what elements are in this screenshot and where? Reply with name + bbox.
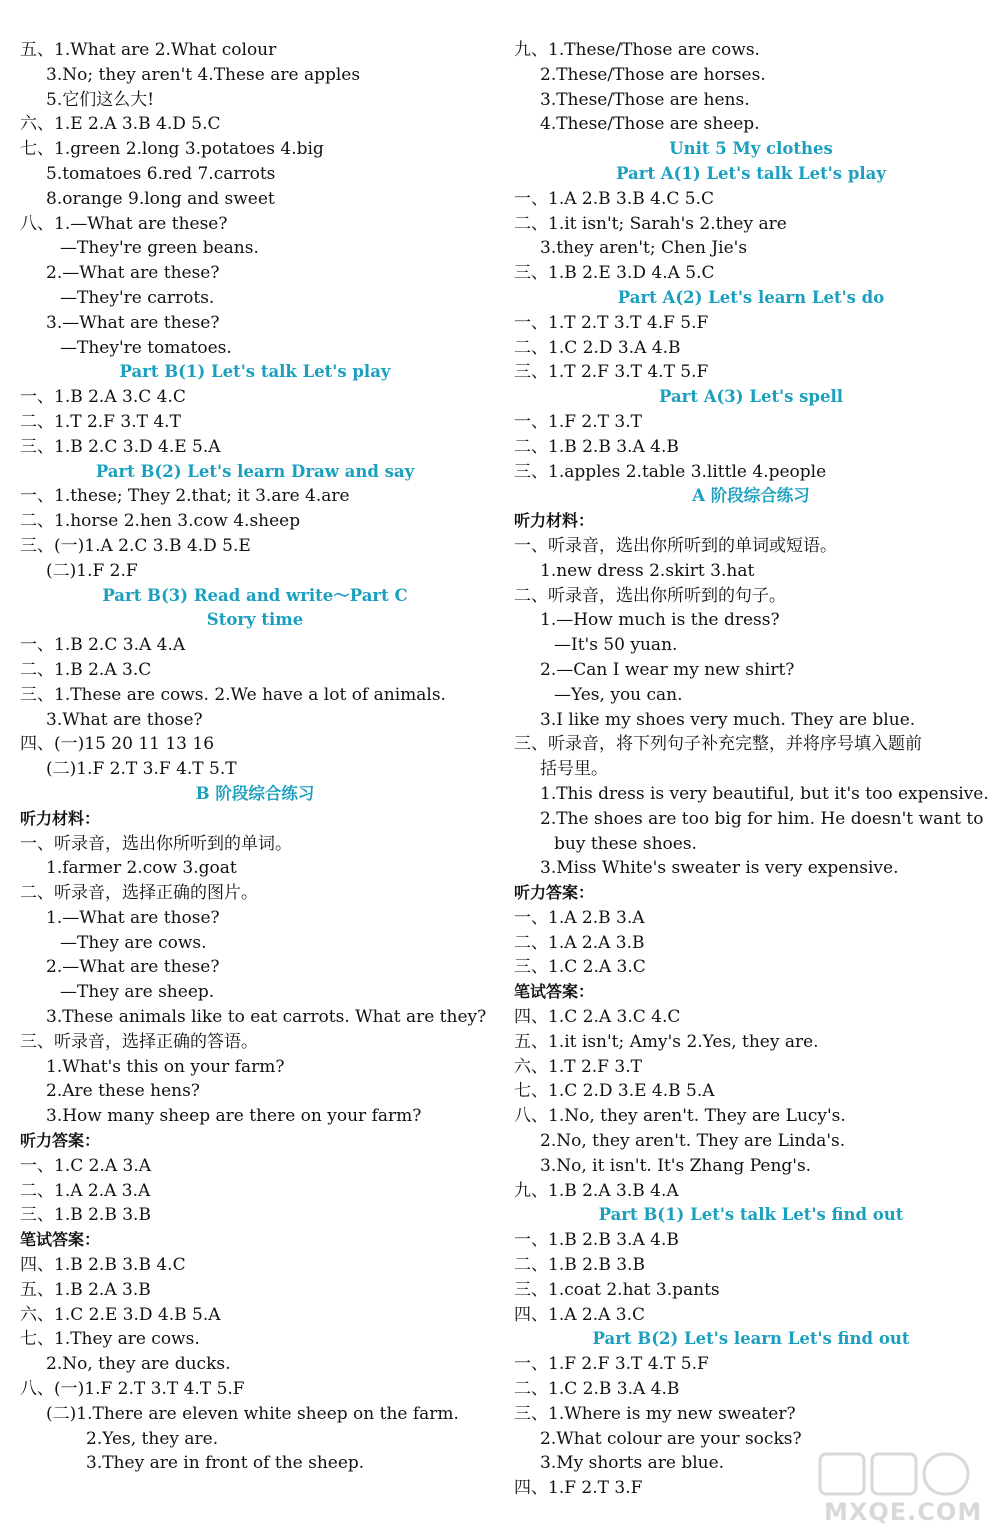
answer-line: 五、1.What are 2.What colour [20, 40, 277, 60]
section-heading: Part A(2) Let's learn Let's do [617, 287, 885, 307]
answer-line: 三、1.coat 2.hat 3.pants [514, 1279, 720, 1300]
answer-line: —They're tomatoes. [60, 337, 232, 358]
watermark-seal-icon [816, 1450, 976, 1500]
answer-line: 3.—What are these? [46, 312, 220, 333]
answer-line: 2.No, they aren't. They are Linda's. [540, 1131, 846, 1152]
answer-line: 六、1.E 2.A 3.B 4.D 5.C [20, 114, 221, 135]
answer-line: 三、1.Where is my new sweater? [514, 1403, 796, 1424]
answer-line: 九、1.B 2.A 3.B 4.A [514, 1180, 679, 1201]
answer-line: —They're green beans. [60, 238, 259, 259]
answer-line: 三、听录音，选择正确的答语。 [20, 1031, 258, 1052]
answer-line: 九、1.These/Those are cows. [514, 40, 760, 60]
answer-line: 一、听录音，选出你所听到的单词或短语。 [514, 535, 837, 556]
answer-line: 2.What colour are your socks? [540, 1428, 802, 1449]
answer-line: buy these shoes. [554, 833, 697, 854]
answer-line: 三、1.T 2.F 3.T 4.T 5.F [514, 362, 709, 383]
answer-line: 四、1.A 2.A 3.C [514, 1304, 646, 1325]
section-heading: Part B(1) Let's talk Let's find out [598, 1205, 904, 1225]
answer-line: 三、1.B 2.C 3.D 4.E 5.A [20, 436, 221, 457]
answer-line: 3.My shorts are blue. [540, 1453, 725, 1474]
section-heading: Part B(2) Let's learn Draw and say [95, 461, 415, 481]
section-heading: Story time [206, 610, 304, 630]
answer-line: 3.These animals like to eat carrots. What are they? [46, 1007, 487, 1028]
answer-line: 一、1.B 2.B 3.A 4.B [514, 1230, 679, 1251]
answer-line: 1.new dress 2.skirt 3.hat [540, 560, 755, 581]
answer-line: 七、1.green 2.long 3.potatoes 4.big [20, 139, 324, 160]
subsection-label: 听力材料： [514, 511, 595, 531]
answer-line: 三、1.B 2.E 3.D 4.A 5.C [514, 263, 715, 284]
section-heading: Part B(3) Read and write～Part C [102, 585, 408, 605]
answer-line: 一、1.A 2.B 3.A [514, 907, 645, 928]
answer-line: 3.What are those? [46, 709, 203, 730]
answer-line: 八、1.No, they aren't. They are Lucy's. [514, 1106, 846, 1127]
answer-line: (二)1.F 2.T 3.F 4.T 5.T [46, 759, 237, 780]
subsection-label: 笔试答案： [514, 982, 595, 1002]
answer-line: 六、1.C 2.E 3.D 4.B 5.A [20, 1304, 221, 1325]
answer-line: 1.—How much is the dress? [540, 610, 780, 631]
answer-line: 七、1.They are cows. [20, 1329, 200, 1350]
answer-line: 一、1.A 2.B 3.B 4.C 5.C [514, 188, 714, 209]
answer-line: 五、1.it isn't; Amy's 2.Yes, they are. [514, 1031, 819, 1052]
answer-line: 1.This dress is very beautiful, but it's too expensive. [540, 783, 989, 804]
answer-line: 2.—What are these? [46, 263, 220, 284]
answer-line: 3.No, it isn't. It's Zhang Peng's. [540, 1155, 812, 1176]
answer-line: —Yes, you can. [554, 684, 683, 705]
answer-line: 2.Are these hens? [46, 1081, 200, 1102]
answer-line: 2.—Can I wear my new shirt? [540, 659, 795, 680]
answer-line: 3.These/Those are hens. [540, 89, 750, 110]
answer-line: 三、1.C 2.A 3.C [514, 957, 646, 978]
answer-line: 二、1.B 2.B 3.A 4.B [514, 436, 679, 457]
answer-line: (二)1.There are eleven white sheep on the farm. [46, 1403, 459, 1424]
answer-line: 3.Miss White's sweater is very expensive. [540, 858, 899, 879]
answer-line: 1.—What are those? [46, 907, 220, 928]
section-heading: Unit 5 My clothes [669, 139, 833, 159]
answer-line: —They are cows. [60, 932, 207, 953]
answer-line: 四、(一)15 20 11 13 16 [20, 734, 215, 755]
answer-line: 2.Yes, they are. [86, 1428, 219, 1449]
answer-line: 三、1.B 2.B 3.B [20, 1205, 151, 1226]
section-heading: Part B(1) Let's talk Let's play [119, 362, 391, 382]
answer-line: 2.No, they are ducks. [46, 1354, 231, 1375]
answer-line: 八、(一)1.F 2.T 3.T 4.T 5.F [20, 1379, 245, 1400]
answer-line: 二、1.B 2.A 3.C [20, 659, 152, 680]
section-heading: B 阶段综合练习 [195, 783, 315, 803]
answer-line: 三、1.apples 2.table 3.little 4.people [514, 461, 827, 482]
answer-line: 3.I like my shoes very much. They are blue. [540, 709, 916, 730]
answer-line: 二、听录音，选出你所听到的句子。 [514, 585, 786, 606]
subsection-label: 听力答案： [20, 1131, 101, 1151]
answer-line: 四、1.C 2.A 3.C 4.C [514, 1007, 681, 1028]
answer-line: —They're carrots. [60, 287, 215, 308]
answer-line: 二、1.horse 2.hen 3.cow 4.sheep [20, 511, 301, 532]
answer-line: 3.No; they aren't 4.These are apples [46, 64, 361, 85]
answer-line: 2.—What are these? [46, 957, 220, 978]
answer-line: 三、听录音，将下列句子补充完整，并将序号填入题前 [514, 734, 922, 755]
answer-line: 四、1.B 2.B 3.B 4.C [20, 1255, 186, 1276]
answer-line: 五、1.B 2.A 3.B [20, 1279, 151, 1300]
answer-line: 一、1.B 2.C 3.A 4.A [20, 635, 186, 656]
answer-line: 括号里。 [540, 759, 608, 780]
answer-line: 一、1.these; They 2.that; it 3.are 4.are [20, 486, 350, 507]
answer-line: 四、1.F 2.T 3.F [514, 1478, 643, 1499]
answer-line: 5.tomatoes 6.red 7.carrots [46, 163, 276, 184]
answer-line: 二、听录音，选择正确的图片。 [20, 883, 258, 904]
answer-line: 二、1.A 2.A 3.B [514, 932, 645, 953]
section-heading: Part B(2) Let's learn Let's find out [592, 1329, 910, 1349]
watermark-text: MXQE.COM [824, 1498, 983, 1526]
section-heading: A 阶段综合练习 [692, 486, 810, 506]
answer-line: 一、1.B 2.A 3.C 4.C [20, 387, 186, 408]
answer-line: —It's 50 yuan. [554, 635, 678, 656]
answer-line: 二、1.C 2.D 3.A 4.B [514, 337, 681, 358]
answer-line: 一、1.T 2.T 3.T 4.F 5.F [514, 312, 709, 333]
answer-line: 4.These/Those are sheep. [540, 114, 760, 135]
answer-line: —They are sheep. [60, 982, 215, 1003]
answer-line: (二)1.F 2.F [46, 560, 138, 581]
answer-line: 六、1.T 2.F 3.T [514, 1056, 642, 1077]
answer-line: 3.they aren't; Chen Jie's [540, 238, 748, 259]
answer-line: 一、1.C 2.A 3.A [20, 1155, 152, 1176]
answer-line: 二、1.B 2.B 3.B [514, 1255, 645, 1276]
answer-line: 一、1.F 2.T 3.T [514, 411, 642, 432]
section-heading: Part A(1) Let's talk Let's play [616, 163, 886, 183]
answer-line: 三、(一)1.A 2.C 3.B 4.D 5.E [20, 535, 251, 556]
answer-line: 七、1.C 2.D 3.E 4.B 5.A [514, 1081, 715, 1102]
answer-line: 八、1.—What are these? [20, 213, 228, 234]
subsection-label: 听力答案： [514, 883, 595, 903]
answer-line: 一、1.F 2.F 3.T 4.T 5.F [514, 1354, 709, 1375]
watermark-logo [816, 1450, 983, 1528]
section-heading: Part A(3) Let's spell [658, 387, 844, 407]
answer-line: 二、1.A 2.A 3.A [20, 1180, 151, 1201]
answer-line: 二、1.C 2.B 3.A 4.B [514, 1379, 680, 1400]
right-column [514, 38, 988, 1501]
answer-line: 1.What's this on your farm? [46, 1056, 285, 1077]
left-column [20, 38, 490, 1476]
answer-line: 三、1.These are cows. 2.We have a lot of animals. [20, 684, 446, 705]
subsection-label: 笔试答案： [20, 1230, 101, 1250]
answer-line: 2.The shoes are too big for him. He doesn't want to [540, 808, 984, 829]
answer-line: 一、听录音，选出你所听到的单词。 [20, 833, 292, 854]
answer-line: 5.它们这么大! [46, 89, 155, 110]
answer-line: 二、1.T 2.F 3.T 4.T [20, 411, 181, 432]
answer-line: 8.orange 9.long and sweet [46, 188, 275, 209]
answer-line: 3.They are in front of the sheep. [86, 1453, 365, 1474]
answer-line: 1.farmer 2.cow 3.goat [46, 858, 237, 879]
answer-line: 2.These/Those are horses. [540, 64, 766, 85]
answer-line: 二、1.it isn't; Sarah's 2.they are [514, 213, 787, 234]
subsection-label: 听力材料： [20, 808, 101, 828]
answer-line: 3.How many sheep are there on your farm? [46, 1106, 422, 1127]
